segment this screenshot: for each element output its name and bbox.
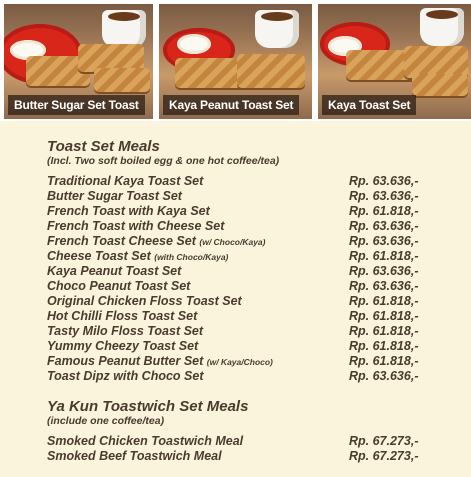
menu-item (47, 324, 447, 339)
egg (177, 34, 211, 54)
item-name: French Toast Cheese Set (47, 234, 196, 248)
item-name: Butter Sugar Toast Set (47, 189, 182, 203)
menu-item (47, 354, 447, 369)
item-name: Cheese Toast Set (47, 249, 151, 263)
photo-label: Butter Sugar Set Toast (8, 95, 145, 115)
menu-item (47, 279, 447, 294)
menu-item (47, 264, 447, 279)
item-name: Choco Peanut Toast Set (47, 279, 191, 293)
menu-item (47, 339, 447, 354)
menu-item (47, 204, 447, 219)
item-note: (with Choco/Kaya) (154, 252, 229, 262)
item-price: Rp. 63.636,- (349, 279, 419, 293)
photo-kaya-toast-set (318, 4, 471, 119)
item-price: Rp. 63.636,- (349, 234, 419, 248)
toast (94, 68, 150, 92)
menu-list (47, 138, 447, 464)
item-price: Rp. 63.636,- (349, 264, 419, 278)
menu-item (47, 434, 447, 449)
item-name: Kaya Peanut Toast Set (47, 264, 182, 278)
item-price: Rp. 61.818,- (349, 204, 419, 218)
item-price: Rp. 67.273,- (349, 449, 419, 463)
photo-kaya-peanut-toast-set (159, 4, 312, 119)
item-name: French Toast with Kaya Set (47, 204, 210, 218)
menu-item (47, 369, 447, 384)
item-price: Rp. 61.818,- (349, 249, 419, 263)
menu-item (47, 219, 447, 234)
menu-item (47, 309, 447, 324)
menu-item (47, 294, 447, 309)
item-name: Smoked Chicken Toastwich Meal (47, 434, 244, 448)
toast (412, 74, 468, 96)
item-name: Toast Dipz with Choco Set (47, 369, 204, 383)
item-price: Rp. 63.636,- (349, 189, 419, 203)
item-price: Rp. 63.636,- (349, 369, 419, 383)
section-subtitle: (Incl. Two soft boiled egg & one hot coffee/tea) (47, 155, 280, 167)
item-name: French Toast with Cheese Set (47, 219, 225, 233)
coffee (426, 10, 458, 19)
item-name: Original Chicken Floss Toast Set (47, 294, 242, 308)
menu-item (47, 234, 447, 249)
toastwich-items (47, 434, 447, 464)
section-subtitle: (include one coffee/tea) (47, 415, 165, 427)
menu-item (47, 174, 447, 189)
item-price: Rp. 61.818,- (349, 324, 419, 338)
item-price: Rp. 63.636,- (349, 219, 419, 233)
item-price: Rp. 61.818,- (349, 294, 419, 308)
photo-label: Kaya Toast Set (322, 95, 416, 115)
item-name: Smoked Beef Toastwich Meal (47, 449, 222, 463)
photo-strip (0, 0, 471, 121)
coffee (261, 12, 293, 21)
menu-item (47, 249, 447, 264)
item-price: Rp. 61.818,- (349, 309, 419, 323)
item-note: (w/ Kaya/Choco) (206, 357, 273, 367)
section-title: Ya Kun Toastwich Set Meals (47, 398, 249, 415)
item-name: Tasty Milo Floss Toast Set (47, 324, 204, 338)
toast (237, 54, 305, 88)
menu-item (47, 189, 447, 204)
toast-set-items (47, 174, 447, 384)
toast (175, 58, 245, 88)
item-price: Rp. 67.273,- (349, 434, 419, 448)
item-name: Traditional Kaya Toast Set (47, 174, 204, 188)
item-price: Rp. 61.818,- (349, 339, 419, 353)
menu-item (47, 449, 447, 464)
section-title: Toast Set Meals (47, 138, 160, 155)
item-name: Famous Peanut Butter Set (47, 354, 204, 368)
item-price: Rp. 63.636,- (349, 174, 419, 188)
item-price: Rp. 61.818,- (349, 354, 419, 368)
item-name: Hot Chilli Floss Toast Set (47, 309, 198, 323)
item-name: Yummy Cheezy Toast Set (47, 339, 199, 353)
photo-butter-sugar-set-toast (4, 4, 153, 119)
photo-label: Kaya Peanut Toast Set (163, 95, 299, 115)
coffee (108, 12, 140, 21)
section-gap (47, 384, 447, 398)
item-note: (w/ Choco/Kaya) (199, 237, 266, 247)
